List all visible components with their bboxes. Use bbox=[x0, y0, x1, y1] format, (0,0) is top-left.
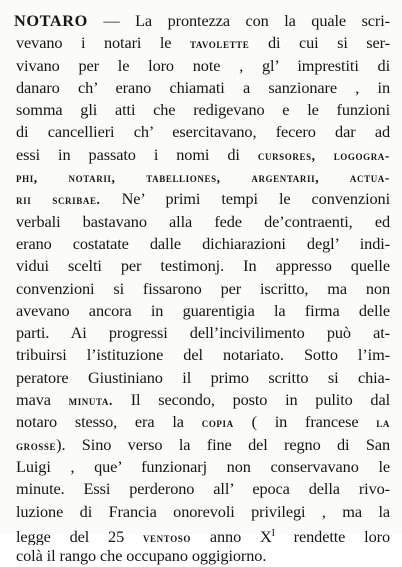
small-caps-term: phi, notarii, tabelliones, argentarii, actua- bbox=[16, 170, 390, 186]
small-caps-term: ventoso bbox=[142, 529, 192, 545]
text-run: Luigi , que’ funzionarj non conservavano le bbox=[16, 456, 390, 476]
text-run: parti. Ai progressi dell’incivilimento può at- bbox=[16, 323, 390, 343]
text-run: anno X bbox=[191, 526, 272, 546]
text-line bbox=[14, 121, 390, 143]
text-line bbox=[14, 55, 390, 77]
text-line bbox=[14, 211, 390, 233]
text-run: mava bbox=[16, 390, 69, 410]
small-caps-term: grosse bbox=[16, 437, 57, 453]
text-line bbox=[14, 411, 390, 433]
entry-headword: NOTARO bbox=[14, 11, 88, 30]
text-line bbox=[14, 434, 390, 456]
text-line bbox=[14, 478, 390, 500]
small-caps-term: tavolette bbox=[189, 36, 250, 52]
text-run: Ne’ primi tempi le convenzioni bbox=[100, 189, 390, 209]
text-run: di cui si ser- bbox=[249, 33, 390, 53]
text-run: colà il rango che occupano oggigiorno. bbox=[16, 546, 267, 566]
superscript: I bbox=[271, 527, 275, 539]
text-run: notaro stesso, era la bbox=[16, 412, 202, 432]
text-run: ). Sino verso la fine del regno di San bbox=[56, 434, 390, 454]
text-run: peratore Giustiniano il primo scritto si chia- bbox=[16, 367, 390, 387]
text-line bbox=[14, 300, 390, 322]
text-run: Il secondo, posto in pulito dal bbox=[113, 390, 390, 410]
text-run: tribuirsi l’istituzione del notariato. Sotto l’im- bbox=[16, 345, 390, 365]
text-run: verbali bastavano alla fede de’contraenti, ed bbox=[16, 211, 390, 231]
small-caps-term: minuta. bbox=[68, 393, 113, 409]
text-run: vivano per le loro note , gl’ imprestiti di bbox=[16, 55, 390, 75]
text-run: ( in francese bbox=[233, 412, 377, 432]
text-line bbox=[14, 188, 390, 210]
text-run: essi in passato i nomi di bbox=[16, 144, 258, 164]
text-line bbox=[14, 456, 390, 478]
text-line bbox=[14, 233, 390, 255]
text-line bbox=[14, 344, 390, 366]
text-run: rendette loro bbox=[274, 526, 390, 546]
small-caps-term: copia bbox=[201, 415, 234, 431]
text-run: minute. Essi perderono all’ epoca della rivo- bbox=[16, 479, 390, 499]
text-line bbox=[14, 166, 390, 188]
text-run: — La prontezza con la quale scri- bbox=[87, 11, 390, 30]
text-line bbox=[14, 10, 390, 32]
dictionary-entry-notaro bbox=[14, 10, 390, 567]
text-line bbox=[14, 322, 390, 344]
text-run: vevano i notari le bbox=[16, 33, 190, 53]
text-line bbox=[14, 99, 390, 121]
text-line bbox=[14, 389, 390, 411]
text-run: legge del 25 bbox=[16, 526, 143, 546]
text-line bbox=[14, 32, 390, 54]
text-line bbox=[14, 501, 390, 523]
text-line bbox=[14, 278, 390, 300]
text-line bbox=[14, 367, 390, 389]
text-line bbox=[14, 255, 390, 277]
text-run: luzione di Francia onorevoli privilegi , ma la bbox=[16, 501, 390, 521]
text-run: avevano ancora in guarentigia la firma delle bbox=[16, 300, 390, 320]
text-run: somma gli atti che redigevano e le funzioni bbox=[16, 100, 390, 120]
text-run: di cancellieri ch’ esercitavano, fecero dar ad bbox=[16, 122, 390, 142]
small-caps-term: rii scribae. bbox=[16, 192, 101, 208]
text-run: vidui scelti per testimonj. In appresso quelle bbox=[16, 256, 390, 276]
text-run: erano costatate dalle dichiarazioni degl’ indi- bbox=[16, 233, 390, 253]
small-caps-term: cursores, logogra- bbox=[257, 147, 390, 163]
text-line bbox=[14, 144, 390, 166]
text-run: danaro ch’ erano chiamati a sanzionare , in bbox=[16, 77, 390, 97]
text-line bbox=[14, 545, 390, 567]
text-run: convenzioni si fissarono per iscritto, ma non bbox=[16, 278, 390, 298]
text-line bbox=[14, 77, 390, 99]
small-caps-term: la bbox=[376, 415, 390, 431]
